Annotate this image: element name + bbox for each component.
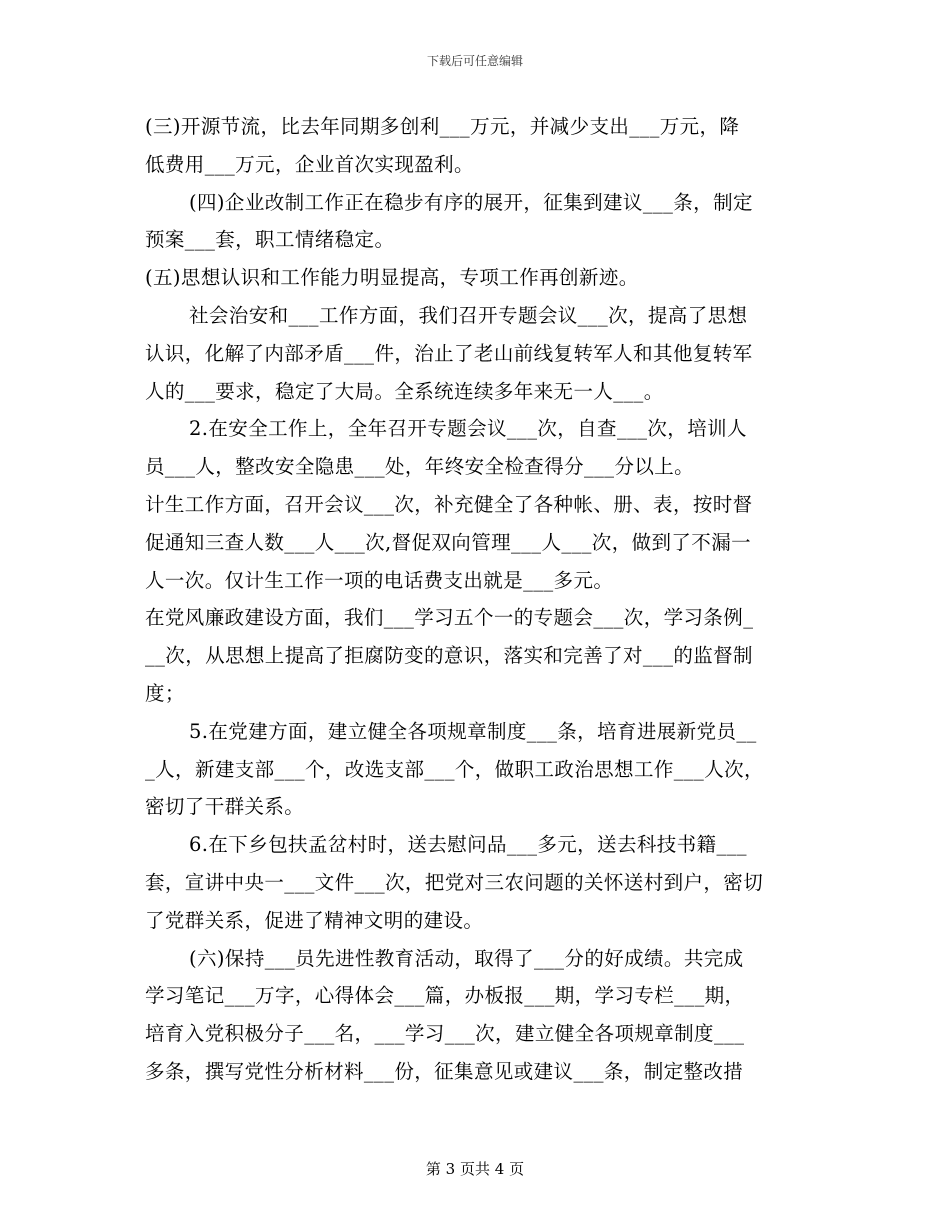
text-line: 6.在下乡包扶孟岔村时，送去慰问品___多元，送去科技书籍___ (189, 833, 747, 857)
text-line: 套，宣讲中央一___文件___次，把党对三农问题的关怀送村到户，密切 (145, 870, 764, 894)
text-line: 密切了干群关系。 (145, 795, 305, 819)
text-line: _人，新建支部___个，改选支部___个，做职工政治思想工作___人次， (145, 757, 764, 781)
text-line: 5.在党建方面，建立健全各项规章制度___条，培育进展新党员__ (189, 719, 757, 743)
page-footer: 第 3 页共 4 页 (425, 1160, 525, 1178)
document-body (145, 108, 805, 1091)
text-line: (四)企业改制工作正在稳步有序的展开，征集到建议___条，制定 (189, 190, 753, 214)
text-line: 培育入党积极分子___名，___学习___次，建立健全各项规章制度___ (145, 1022, 745, 1046)
text-line: 在党风廉政建设方面，我们___学习五个一的专题会___次，学习条例_ (145, 606, 754, 630)
text-line: 人一次。仅计生工作一项的电话费支出就是___多元。 (145, 568, 614, 592)
text-line: 2.在安全工作上，全年召开专题会议___次，自查___次，培训人 (189, 417, 747, 441)
text-line: (三)开源节流，比去年同期多创利___万元，并减少支出___万元，降 (145, 115, 740, 138)
text-line: 预案___套，职工情绪稳定。 (145, 228, 395, 252)
text-line: 员___人，整改安全隐患___处，年终安全检查得分___分以上。 (145, 455, 695, 479)
text-line: 人的___要求，稳定了大局。全系统连续多年来无一人___。 (145, 379, 664, 403)
text-line: 促通知三查人数___人___次,督促双向管理___人___次，做到了不漏一 (145, 530, 751, 554)
text-line: 学习笔记___万字，心得体会___篇，办板报___期，学习专栏___期， (145, 984, 745, 1008)
page-header: 下载后可任意编辑 (426, 54, 523, 68)
text-line: 社会治安和___工作方面，我们召开专题会议___次，提高了思想 (189, 303, 748, 327)
text-line: (五)思想认识和工作能力明显提高，专项工作再创新迹。 (145, 266, 639, 290)
text-line: 计生工作方面，召开会议___次，补充健全了各种帐、册、表，按时督 (145, 492, 753, 516)
text-line: 了党群关系，促进了精神文明的建设。 (145, 908, 484, 932)
text-line: 认识，化解了内部矛盾___件，治止了老山前线复转军人和其他复转军 (145, 341, 753, 365)
text-line: 多条，撰写党性分析材料___份，征集意见或建议___条，制定整改措 (145, 1059, 744, 1083)
text-line: (六)保持___员先进性教育活动，取得了___分的好成绩。共完成 (189, 946, 744, 970)
text-line: 低费用___万元，企业首次实现盈利。 (145, 152, 474, 176)
text-line: 度； (145, 681, 185, 705)
text-line: __次，从思想上提高了拒腐防变的意识，落实和完善了对___的监督制 (145, 644, 753, 668)
